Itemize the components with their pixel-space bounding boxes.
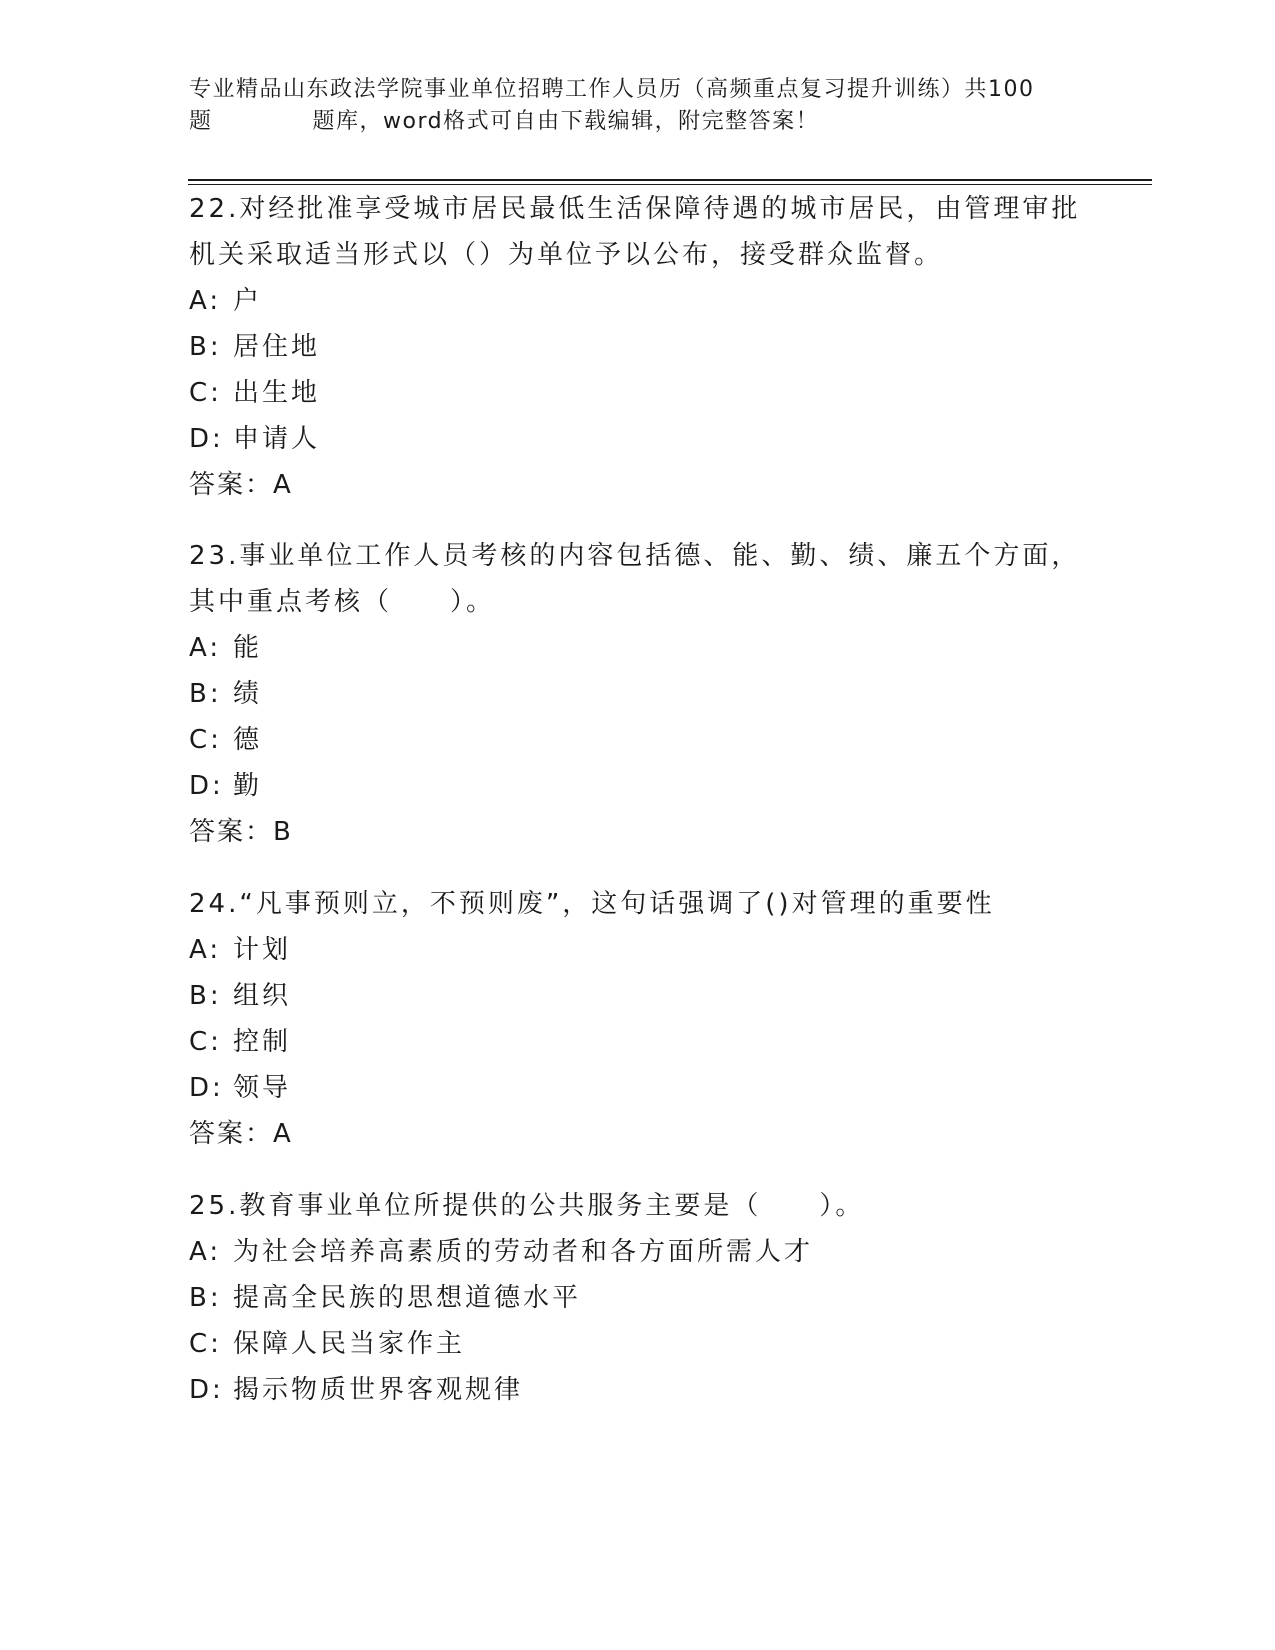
answer-line: 答案：A [189, 470, 293, 500]
option-letter: A: [189, 1237, 222, 1267]
header-line-2-start: 题 [189, 109, 213, 134]
header-line-1: 专业精品山东政法学院事业单位招聘工作人员历（高频重点复习提升训练）共100 [189, 77, 1035, 102]
option-b [189, 324, 1089, 370]
option-a [189, 625, 1089, 671]
option-letter: D: [189, 771, 224, 801]
header-line-2 [189, 106, 1089, 138]
option-letter: B: [189, 332, 222, 362]
option-text: 能 [233, 633, 263, 663]
header-line-2-rest: 题库，word格式可自由下载编辑，附完整答案！ [312, 109, 820, 134]
option-letter: A: [189, 633, 222, 663]
option-b [189, 1275, 1089, 1321]
option-letter: A: [189, 286, 222, 316]
option-letter: C: [189, 1329, 222, 1359]
option-letter: C: [189, 725, 222, 755]
option-a [189, 1229, 1089, 1275]
option-text: 提高全民族的思想道德水平 [233, 1283, 582, 1313]
option-text: 出生地 [233, 378, 321, 408]
option-text: 为社会培养高素质的劳动者和各方面所需人才 [233, 1237, 814, 1267]
option-text: 申请人 [233, 424, 321, 454]
option-text: 德 [233, 725, 263, 755]
option-letter: B: [189, 981, 222, 1011]
page-header [189, 74, 1089, 138]
answer-line: 答案：B [189, 817, 293, 847]
question-22 [189, 186, 1089, 508]
option-b [189, 671, 1089, 717]
question-23 [189, 533, 1089, 855]
question-stem-line-2: 机关采取适当形式以（）为单位予以公布，接受群众监督。 [189, 240, 944, 270]
option-text: 组织 [233, 981, 292, 1011]
option-letter: B: [189, 679, 222, 709]
option-text: 绩 [233, 679, 263, 709]
header-divider-thick [188, 179, 1152, 181]
option-b [189, 973, 1089, 1019]
option-a [189, 927, 1089, 973]
option-text: 保障人民当家作主 [233, 1329, 466, 1359]
option-c [189, 1321, 1089, 1367]
question-stem-line-1: 24.“凡事预则立，不预则废”，这句话强调了()对管理的重要性 [189, 889, 995, 919]
question-24 [189, 881, 1089, 1157]
option-d [189, 1065, 1089, 1111]
option-text: 领导 [233, 1073, 292, 1103]
answer-line: 答案：A [189, 1119, 293, 1149]
option-c [189, 717, 1089, 763]
question-stem-line-1: 23.事业单位工作人员考核的内容包括德、能、勤、绩、廉五个方面， [189, 541, 1081, 571]
option-letter: C: [189, 378, 222, 408]
option-text: 揭示物质世界客观规律 [233, 1375, 524, 1405]
option-text: 户 [233, 286, 263, 316]
question-25 [189, 1183, 1089, 1413]
question-stem-line-1: 22.对经批准享受城市居民最低生活保障待遇的城市居民，由管理审批 [189, 194, 1081, 224]
option-text: 居住地 [233, 332, 321, 362]
option-text: 勤 [233, 771, 263, 801]
option-d [189, 416, 1089, 462]
option-a [189, 278, 1089, 324]
option-letter: D: [189, 1073, 224, 1103]
option-letter: C: [189, 1027, 222, 1057]
option-d [189, 763, 1089, 809]
option-text: 计划 [233, 935, 292, 965]
option-text: 控制 [233, 1027, 292, 1057]
option-letter: B: [189, 1283, 222, 1313]
option-c [189, 1019, 1089, 1065]
option-d [189, 1367, 1089, 1413]
option-letter: D: [189, 1375, 224, 1405]
header-divider-thin [188, 184, 1152, 185]
question-stem-line-2: 其中重点考核（ ）。 [189, 587, 496, 617]
option-c [189, 370, 1089, 416]
option-letter: A: [189, 935, 222, 965]
option-letter: D: [189, 424, 224, 454]
question-stem-line-1: 25.教育事业单位所提供的公共服务主要是（ ）。 [189, 1191, 865, 1221]
